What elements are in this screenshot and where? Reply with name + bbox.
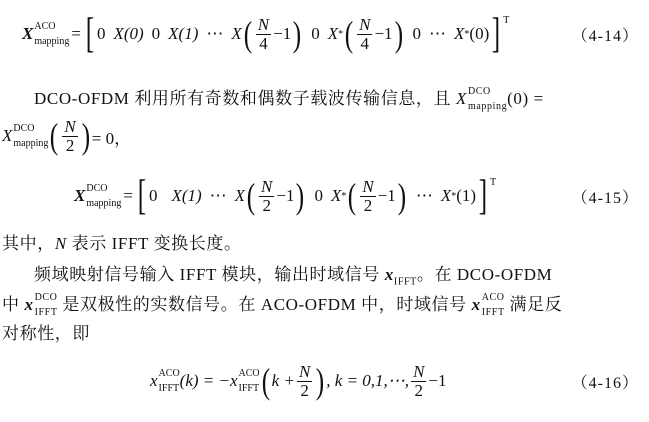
eq15-lhs-sub: mapping	[86, 198, 122, 209]
para1-line2: X DCO mapping ( $\frac{N}{2}$ ) = 0，	[2, 116, 132, 156]
eq14-x0: X(0)	[113, 24, 144, 43]
eq16-x-1: x	[150, 371, 158, 390]
eq15-star-1: *	[341, 190, 347, 202]
eq16-sup-2: ACO	[238, 368, 260, 379]
para3-line1-text-a: 频域映射信号输入 IFFT 模块，输出时域信号	[34, 265, 385, 284]
eq14-lhs-sub: mapping	[34, 36, 70, 47]
eq15-dots-1: ⋯	[209, 186, 227, 205]
eq15-xstar-a: X	[330, 186, 342, 205]
eq16-frac1-num: N	[298, 361, 311, 381]
eq14-minus-one-2: −1	[374, 24, 393, 43]
eq15-number: （4-15）	[571, 189, 639, 207]
eq16-sub-1: IFFT	[158, 383, 180, 394]
eq14-zero-4: 0	[412, 24, 422, 43]
eq14-transpose: T	[503, 15, 510, 26]
eq14-xstar-a: X	[327, 24, 339, 43]
eq15-frac1-den: 2	[262, 195, 271, 215]
eq16-x-2: x	[229, 371, 238, 390]
eq16-frac1-den: 2	[300, 380, 309, 400]
eq16-frac2-num: N	[413, 361, 425, 381]
eq14-dots-2: ⋯	[429, 24, 447, 43]
para2-suffix: 表示 IFFT 变换长度。	[66, 234, 242, 253]
eq15-left-bracket: [	[137, 173, 147, 219]
eq14-xstar-b: X	[454, 24, 465, 43]
para3-line2-text-c: 满足反	[504, 295, 563, 314]
eq14-left-bracket: [	[85, 11, 95, 57]
para2-prefix: 其中，	[2, 234, 55, 253]
para3-line1-text-b: 。在 DCO-OFDM	[416, 265, 553, 284]
eq14-equals: =	[71, 24, 81, 43]
eq14-frac1-num: N	[257, 14, 270, 34]
para1-arg0: (0) =	[507, 89, 544, 108]
eq16-number: （4-16）	[571, 374, 639, 392]
eq14-star-1: *	[338, 28, 344, 40]
eq14-frac1-den: 4	[259, 33, 268, 53]
eq16-argk: (k) = −	[179, 371, 230, 390]
eq15-minus-one-1: −1	[276, 186, 295, 205]
eq15-frac1-num: N	[261, 176, 273, 196]
para3-line3	[0, 319, 649, 348]
para3-sub-3: IFFT	[481, 306, 505, 318]
eq15-equals: =	[123, 186, 133, 205]
para3-x-2: x	[24, 295, 34, 314]
para1-frac-num: N	[64, 116, 76, 136]
eq15-transpose: T	[490, 177, 497, 188]
eq15-frac2-den: 2	[363, 195, 373, 215]
para1-sym-1: X	[455, 89, 467, 108]
eq16-k-plus: k +	[271, 371, 295, 390]
para2	[0, 229, 649, 258]
para3-x-3: x	[471, 295, 481, 314]
eq15-xstar-arg: (1)	[456, 186, 477, 205]
para1-text: DCO-OFDM 利用所有奇数和偶数子载波传输信息，且	[34, 89, 456, 108]
eq14-number: （4-14）	[571, 27, 639, 45]
para1-sub-2: mapping	[13, 138, 49, 149]
eq15-zero-1: 0	[148, 186, 158, 205]
eq16-sup-1: ACO	[158, 368, 180, 379]
para3-sub-2: IFFT	[34, 306, 58, 318]
eq14-zero-3: 0	[311, 24, 320, 43]
eq15-dots-2: ⋯	[415, 186, 433, 205]
para1-sym-2: X	[2, 126, 13, 145]
para3-x-1: x	[384, 265, 394, 284]
equation-4-15: X DCO mapping = [ 0 X(1) ⋯ X ( $\frac{N}{2}$ −1 ) 0 X * ( $\frac{N}{2}$ −1 ) ⋯ X * (1) ] $^T$ （4-15）	[74, 173, 639, 219]
para3-line2-text-a: 中	[2, 295, 25, 314]
eq14-star-2: *	[464, 28, 470, 40]
para3-line3-text: 对称性，即	[2, 324, 90, 343]
para3-sup-aco: ACO	[481, 291, 505, 303]
eq15-zero-2: 0	[314, 186, 323, 205]
para3-line2-text-b: 是双极性的实数信号。在 ACO-OFDM 中，时域信号	[57, 295, 472, 314]
para1-sup-2: DCO	[13, 123, 35, 134]
para1-frac-den: 2	[65, 135, 75, 155]
eq15-star-2: *	[451, 190, 457, 202]
para1-tail: = 0，	[91, 128, 132, 148]
eq15-xstar-b: X	[440, 186, 452, 205]
eq14-dots-1: ⋯	[206, 24, 224, 43]
eq14-frac2-num: N	[359, 14, 371, 34]
eq16-k-range: , k = 0,1,⋯,	[326, 371, 410, 390]
para3-sup-dco: DCO	[34, 291, 58, 303]
eq15-x-a: X	[234, 186, 246, 205]
eq14-zero-2: 0	[151, 24, 161, 43]
equation-4-14: X ACO mapping = [ 0 X(0) 0 X(1) ⋯ X ( $\frac{N}{4}$ −1 ) 0 X * ( $\frac{N}{4}$ −1 ) 0 ⋯ X * (0) ] $^T$ （4-14）	[22, 11, 639, 57]
eq15-lhs-symbol: X	[74, 186, 86, 205]
eq15-right-bracket: ]	[478, 173, 488, 219]
equation-4-16: x ACO IFFT (k) = − x ACO IFFT ( k + $\frac{N}{2}$ ) , k = 0,1,⋯, $\frac{N}{2}$ −1 （4-16）	[150, 361, 639, 401]
para1-sub-1: mapping	[467, 100, 508, 112]
para2-n: N	[54, 234, 67, 253]
para3-sub-1: IFFT	[393, 276, 417, 288]
eq16-minus-one: −1	[428, 371, 447, 390]
para1-line1	[0, 84, 649, 113]
eq14-lhs-symbol: X	[22, 24, 34, 43]
eq15-lhs-sup: DCO	[86, 183, 108, 194]
eq14-x-a: X	[231, 24, 242, 43]
eq14-lhs-sup: ACO	[34, 21, 56, 32]
eq15-frac2-num: N	[362, 176, 374, 196]
eq14-x1: X(1)	[168, 24, 199, 43]
para1-sup-1: DCO	[467, 85, 491, 97]
eq16-frac2-den: 2	[414, 380, 423, 400]
eq14-zero-1: 0	[96, 24, 106, 43]
eq14-minus-one-1: −1	[273, 24, 292, 43]
eq16-sub-2: IFFT	[238, 383, 260, 394]
eq14-frac2-den: 4	[360, 33, 370, 53]
eq14-xstar-arg: (0)	[469, 24, 490, 43]
eq15-minus-one-2: −1	[377, 186, 396, 205]
eq15-x1: X(1)	[171, 186, 202, 205]
eq14-right-bracket: ]	[492, 11, 501, 57]
para3-line2	[0, 290, 649, 319]
